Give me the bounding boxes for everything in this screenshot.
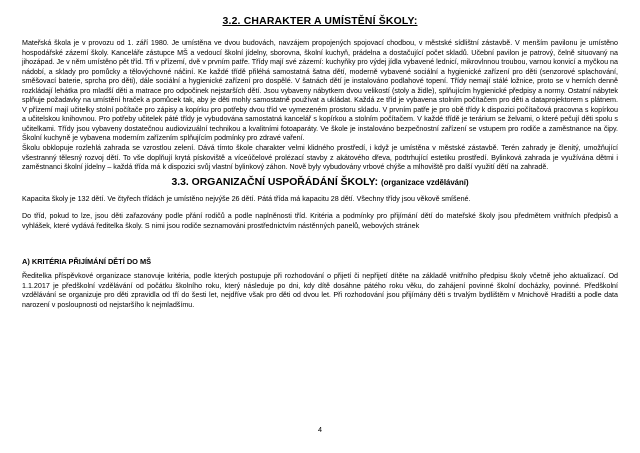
section-3-3-heading	[22, 177, 618, 189]
section-3-2-paragraph-2: Školu obklopuje rozlehlá zahrada se vzrostlou zelení. Dává tímto škole charakter velmi klidného prostředí, i když je umístěna v městské zástavbě. Terén zahrady je členitý, umožňující všestranný tělesný rozvoj dětí. To vše doplňují krytá pískoviště a víceúčelové prolézací stavby z akátového dřeva, podtrhující estetiku prostředí. Bylinková zahrada je využívána dětmi i zaměstnanci školní jídelny – každá třída má k dispozici svůj vlastní bylinkový záhon. Nově byly vybudovány vrbové chýše a mlhoviště pro další využití dětí na zahradě.	[22, 144, 618, 172]
section-3-3-subtitle: (organizace vzdělávání)	[381, 177, 469, 187]
section-3-3-paragraph-2: Do tříd, pokud to lze, jsou děti zařazovány podle přání rodičů a podle naplněnosti tříd. Kritéria a podmínky pro přijímání dětí do mateřské školy jsou předmětem vnitřních předpisů a vyhlášek, které vydává ředitelka školy. S nimi jsou rodiče seznamováni prostřednictvím nástěnných panelů, webových stránek	[22, 212, 618, 230]
section-3-2-heading: 3.2. CHARAKTER A UMÍSTĚNÍ ŠKOLY:	[222, 16, 418, 27]
document-page	[22, 0, 618, 310]
section-a-paragraph: Ředitelka příspěvkové organizace stanovuje kritéria, podle kterých postupuje při rozhodování o přijetí či nepřijetí dítěte na základě vnitřního předpisu školy včetně jeho aktualizací. Od 1.1.2017 je předškolní vzdělávání od počátku školního roku, který následuje po dni, kdy dítě dosáhne pátého roku věku, do zahájení povinné školní docházky, povinné. Předškolní vzdělávání se organizuje pro děti zpravidla od tří do šesti let, nejdříve však pro děti od dvou let. Při rozhodování jsou přijímány děti s trvalým bydlištěm v Mnichově Hradišti a podle data narození v posloupnosti od nejstaršího k nejmladšímu.	[22, 272, 618, 309]
section-3-3-paragraph-1: Kapacita školy je 132 dětí. Ve čtyřech třídách je umístěno nejvýše 26 dětí. Pátá třída má kapacitu 28 dětí. Všechny třídy jsou věkově smíšené.	[22, 194, 471, 203]
page-number: 4	[318, 425, 322, 434]
section-a-heading: A) KRITÉRIA PŘIJÍMÁNÍ DĚTÍ DO MŠ	[22, 257, 152, 267]
section-3-2-paragraph-1: Mateřská škola je v provozu od 1. září 1980. Je umístěna ve dvou budovách, navzájem propojených spojovací chodbou, v městské sídlištní zástavbě. V menším pavilonu je umístěno hospodářské zázemí školy. Kanceláře zástupce MŠ a vedoucí školní jídelny, sborovna, školní kuchyň, prádelna a dostačující počet skladů. Učební pavilon je patrový, čelně situovaný na jihozápad. Je v něm umístěno pět tříd. Tři v přízemí, dvě v prvním patře. Třídy mají své zázemí: kuchyňky pro výdej jídla vybavené lednicí, mikrovlnnou troubou, varnou konvicí a myčkou na nádobí, a sklady pro pomůcky a tělovýchovné náčiní. Ke každé třídě přiléhá samostatná šatna dětí, moderně vybavené sociální a hygienické zařízení pro děti (senzorové splachování, směšovací baterie, sprcha pro děti), dále sociální a hygienické zařízení pro dospělé. V šatnách dětí je instalováno podlahové topení. Třídy nemají stálé ložnice, proto se v herních denně rozkládají lehátka pro mladší děti a matrace pro odpočinek nejstarších dětí. Jsou vybaveny nábytkem dvou velikostí (stoly a židle), splňujícím hygienické předpisy a normy. Ostatní nábytek splňuje požadavky na umístění hraček a pomůcek tak, aby je děti mohly samostatně používat a ukládat. Každá ze tříd je vybavena stolním počítačem pro děti a dataprojektorem s plátnem. V přízemí mají učitelky stolní počítače pro zápisy a kopírku pro potřeby dvou tříd ve vymezeném prostoru skladu. V prvním patře je pro obě třídy k dispozici počítačová pracovna s kopírkou a učitelskou knihovnou. Pro potřeby učitelek páté třídy je vybudována samostatná kancelář s kopírkou a stolním počítačem. V každé třídě je terárium se želvami, o které pečují děti spolu s učitelkami. Třídy jsou vybaveny dostatečnou audiovizuální technikou a kvalitními fotoaparáty. Ve škole je instalováno bezpečnostní zařízení se vstupem pro rodiče a zaměstnance na čipy. Školní kuchyně je vybavena moderním zařízením splňujícím podmínky pro zdravé vaření.	[22, 39, 618, 143]
section-3-3-title: 3.3. ORGANIZAČNÍ USPOŘÁDÁNÍ ŠKOLY:	[171, 176, 379, 188]
